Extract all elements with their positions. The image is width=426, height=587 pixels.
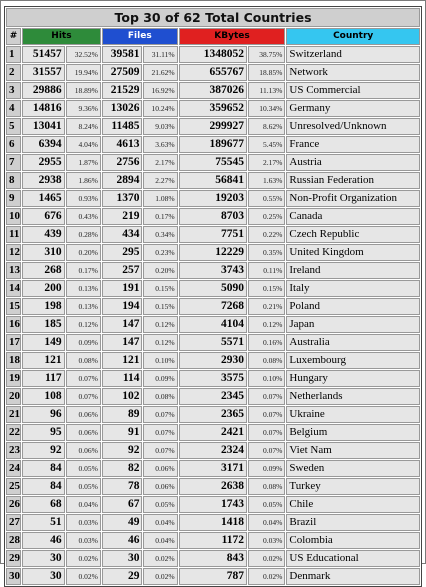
hits-percent-cell: 0.06% — [66, 406, 101, 423]
rank-cell: 22 — [6, 424, 21, 441]
files-cell: 46 — [102, 532, 143, 549]
files-percent-cell: 0.05% — [143, 496, 177, 513]
files-percent-cell: 2.27% — [143, 172, 177, 189]
kbytes-percent-cell: 0.22% — [248, 226, 285, 243]
table-row — [6, 550, 420, 567]
rank-cell: 3 — [6, 82, 21, 99]
files-percent-cell: 0.02% — [143, 550, 177, 567]
hits-cell: 198 — [22, 298, 65, 315]
country-cell: Turkey — [286, 478, 420, 495]
kbytes-percent-cell: 0.05% — [248, 496, 285, 513]
table-row — [6, 496, 420, 513]
table-row — [6, 334, 420, 351]
kbytes-percent-cell: 0.11% — [248, 262, 285, 279]
country-cell: Netherlands — [286, 388, 420, 405]
hits-percent-cell: 1.86% — [66, 172, 101, 189]
table-row — [6, 244, 420, 261]
files-cell: 434 — [102, 226, 143, 243]
table-row — [6, 568, 420, 585]
files-cell: 2756 — [102, 154, 143, 171]
country-header: Country — [286, 28, 420, 45]
table-row — [6, 154, 420, 171]
kbytes-percent-cell: 1.63% — [248, 172, 285, 189]
hits-header: Hits — [22, 28, 101, 45]
rank-cell: 10 — [6, 208, 21, 225]
files-cell: 295 — [102, 244, 143, 261]
hits-cell: 149 — [22, 334, 65, 351]
country-cell: Sweden — [286, 460, 420, 477]
rank-header: # — [6, 28, 21, 45]
kbytes-percent-cell: 0.03% — [248, 532, 285, 549]
rank-cell: 29 — [6, 550, 21, 567]
kbytes-cell: 7751 — [179, 226, 247, 243]
hits-percent-cell: 32.52% — [66, 46, 101, 63]
hits-percent-cell: 0.20% — [66, 244, 101, 261]
files-cell: 13026 — [102, 100, 143, 117]
kbytes-percent-cell: 0.21% — [248, 298, 285, 315]
hits-percent-cell: 0.06% — [66, 442, 101, 459]
hits-percent-cell: 0.93% — [66, 190, 101, 207]
files-percent-cell: 2.17% — [143, 154, 177, 171]
table-row — [6, 478, 420, 495]
table-row — [6, 424, 420, 441]
kbytes-cell: 3171 — [179, 460, 247, 477]
country-cell: Russian Federation — [286, 172, 420, 189]
hits-cell: 6394 — [22, 136, 65, 153]
files-cell: 82 — [102, 460, 143, 477]
hits-percent-cell: 0.09% — [66, 334, 101, 351]
hits-cell: 2955 — [22, 154, 65, 171]
hits-percent-cell: 9.36% — [66, 100, 101, 117]
hits-percent-cell: 1.87% — [66, 154, 101, 171]
table-title: Top 30 of 62 Total Countries — [6, 8, 420, 27]
country-cell: Italy — [286, 280, 420, 297]
kbytes-percent-cell: 0.08% — [248, 478, 285, 495]
rank-cell: 17 — [6, 334, 21, 351]
rank-cell: 16 — [6, 316, 21, 333]
files-percent-cell: 0.12% — [143, 316, 177, 333]
files-percent-cell: 0.07% — [143, 406, 177, 423]
hits-cell: 84 — [22, 460, 65, 477]
files-cell: 102 — [102, 388, 143, 405]
hits-cell: 14816 — [22, 100, 65, 117]
kbytes-cell: 1172 — [179, 532, 247, 549]
rank-cell: 30 — [6, 568, 21, 585]
kbytes-cell: 2365 — [179, 406, 247, 423]
files-percent-cell: 0.09% — [143, 370, 177, 387]
country-cell: United Kingdom — [286, 244, 420, 261]
hits-percent-cell: 0.43% — [66, 208, 101, 225]
rank-cell: 2 — [6, 64, 21, 81]
rank-cell: 12 — [6, 244, 21, 261]
title-row — [6, 8, 420, 27]
kbytes-cell: 75545 — [179, 154, 247, 171]
kbytes-percent-cell: 0.55% — [248, 190, 285, 207]
country-cell: Denmark — [286, 568, 420, 585]
rank-cell: 20 — [6, 388, 21, 405]
country-cell: Network — [286, 64, 420, 81]
header-row — [6, 28, 420, 45]
files-percent-cell: 0.02% — [143, 568, 177, 585]
kbytes-cell: 1348052 — [179, 46, 247, 63]
kbytes-cell: 12229 — [179, 244, 247, 261]
files-cell: 92 — [102, 442, 143, 459]
hits-cell: 96 — [22, 406, 65, 423]
country-cell: Belgium — [286, 424, 420, 441]
rank-cell: 6 — [6, 136, 21, 153]
table-row — [6, 136, 420, 153]
rank-cell: 21 — [6, 406, 21, 423]
rank-cell: 23 — [6, 442, 21, 459]
hits-cell: 68 — [22, 496, 65, 513]
table-row — [6, 532, 420, 549]
hits-percent-cell: 0.07% — [66, 370, 101, 387]
hits-cell: 1465 — [22, 190, 65, 207]
hits-cell: 121 — [22, 352, 65, 369]
files-percent-cell: 0.20% — [143, 262, 177, 279]
table-row — [6, 370, 420, 387]
files-cell: 30 — [102, 550, 143, 567]
table-row — [6, 226, 420, 243]
files-cell: 219 — [102, 208, 143, 225]
hits-cell: 92 — [22, 442, 65, 459]
hits-percent-cell: 18.89% — [66, 82, 101, 99]
files-percent-cell: 0.34% — [143, 226, 177, 243]
table-row — [6, 190, 420, 207]
hits-cell: 676 — [22, 208, 65, 225]
files-cell: 191 — [102, 280, 143, 297]
hits-percent-cell: 0.13% — [66, 280, 101, 297]
country-cell: Australia — [286, 334, 420, 351]
hits-percent-cell: 0.12% — [66, 316, 101, 333]
rank-cell: 8 — [6, 172, 21, 189]
hits-cell: 30 — [22, 550, 65, 567]
kbytes-percent-cell: 0.07% — [248, 424, 285, 441]
country-cell: Austria — [286, 154, 420, 171]
files-percent-cell: 0.15% — [143, 280, 177, 297]
kbytes-cell: 2324 — [179, 442, 247, 459]
country-cell: Luxembourg — [286, 352, 420, 369]
table-row — [6, 460, 420, 477]
hits-cell: 51457 — [22, 46, 65, 63]
country-cell: US Commercial — [286, 82, 420, 99]
kbytes-cell: 56841 — [179, 172, 247, 189]
kbytes-percent-cell: 0.07% — [248, 406, 285, 423]
kbytes-cell: 7268 — [179, 298, 247, 315]
country-cell: France — [286, 136, 420, 153]
files-cell: 257 — [102, 262, 143, 279]
country-cell: Viet Nam — [286, 442, 420, 459]
rank-cell: 7 — [6, 154, 21, 171]
files-cell: 194 — [102, 298, 143, 315]
rank-cell: 14 — [6, 280, 21, 297]
hits-cell: 13041 — [22, 118, 65, 135]
kbytes-cell: 359652 — [179, 100, 247, 117]
table-row — [6, 352, 420, 369]
files-percent-cell: 21.62% — [143, 64, 177, 81]
rank-cell: 5 — [6, 118, 21, 135]
hits-cell: 439 — [22, 226, 65, 243]
hits-percent-cell: 0.07% — [66, 388, 101, 405]
files-percent-cell: 0.07% — [143, 424, 177, 441]
rank-cell: 11 — [6, 226, 21, 243]
hits-percent-cell: 0.17% — [66, 262, 101, 279]
country-cell: Hungary — [286, 370, 420, 387]
country-cell: Colombia — [286, 532, 420, 549]
files-percent-cell: 3.63% — [143, 136, 177, 153]
hits-cell: 46 — [22, 532, 65, 549]
files-percent-cell: 0.23% — [143, 244, 177, 261]
files-percent-cell: 16.92% — [143, 82, 177, 99]
files-cell: 147 — [102, 316, 143, 333]
kbytes-cell: 19203 — [179, 190, 247, 207]
table-row — [6, 82, 420, 99]
table-row — [6, 316, 420, 333]
country-cell: Canada — [286, 208, 420, 225]
kbytes-cell: 3743 — [179, 262, 247, 279]
table-row — [6, 280, 420, 297]
kbytes-cell: 5571 — [179, 334, 247, 351]
files-cell: 49 — [102, 514, 143, 531]
table-row — [6, 208, 420, 225]
kbytes-cell: 2345 — [179, 388, 247, 405]
files-percent-cell: 0.07% — [143, 442, 177, 459]
country-cell: Switzerland — [286, 46, 420, 63]
files-percent-cell: 0.06% — [143, 460, 177, 477]
rank-cell: 18 — [6, 352, 21, 369]
hits-cell: 30 — [22, 568, 65, 585]
kbytes-percent-cell: 0.25% — [248, 208, 285, 225]
kbytes-cell: 787 — [179, 568, 247, 585]
kbytes-percent-cell: 0.02% — [248, 568, 285, 585]
kbytes-cell: 2638 — [179, 478, 247, 495]
country-cell: Ireland — [286, 262, 420, 279]
country-cell: Brazil — [286, 514, 420, 531]
hits-percent-cell: 0.04% — [66, 496, 101, 513]
kbytes-cell: 387026 — [179, 82, 247, 99]
country-cell: Chile — [286, 496, 420, 513]
files-cell: 121 — [102, 352, 143, 369]
files-percent-cell: 10.24% — [143, 100, 177, 117]
hits-cell: 185 — [22, 316, 65, 333]
hits-cell: 2938 — [22, 172, 65, 189]
kbytes-percent-cell: 0.04% — [248, 514, 285, 531]
hits-percent-cell: 0.03% — [66, 514, 101, 531]
files-percent-cell: 9.03% — [143, 118, 177, 135]
kbytes-percent-cell: 0.08% — [248, 352, 285, 369]
kbytes-percent-cell: 8.62% — [248, 118, 285, 135]
country-cell: Ukraine — [286, 406, 420, 423]
hits-percent-cell: 0.02% — [66, 568, 101, 585]
files-cell: 1370 — [102, 190, 143, 207]
hits-percent-cell: 0.08% — [66, 352, 101, 369]
kbytes-percent-cell: 38.75% — [248, 46, 285, 63]
files-cell: 78 — [102, 478, 143, 495]
kbytes-cell: 655767 — [179, 64, 247, 81]
files-percent-cell: 0.10% — [143, 352, 177, 369]
kbytes-cell: 8703 — [179, 208, 247, 225]
files-cell: 91 — [102, 424, 143, 441]
kbytes-percent-cell: 0.12% — [248, 316, 285, 333]
hits-percent-cell: 8.24% — [66, 118, 101, 135]
files-percent-cell: 0.12% — [143, 334, 177, 351]
table-row — [6, 514, 420, 531]
kbytes-percent-cell: 0.07% — [248, 442, 285, 459]
hits-cell: 84 — [22, 478, 65, 495]
kbytes-cell: 2421 — [179, 424, 247, 441]
kbytes-percent-cell: 0.15% — [248, 280, 285, 297]
hits-cell: 108 — [22, 388, 65, 405]
rank-cell: 27 — [6, 514, 21, 531]
hits-percent-cell: 0.03% — [66, 532, 101, 549]
country-cell: Czech Republic — [286, 226, 420, 243]
files-cell: 147 — [102, 334, 143, 351]
table-row — [6, 442, 420, 459]
files-percent-cell: 0.17% — [143, 208, 177, 225]
kbytes-percent-cell: 0.09% — [248, 460, 285, 477]
table-row — [6, 298, 420, 315]
country-cell: Japan — [286, 316, 420, 333]
rank-cell: 19 — [6, 370, 21, 387]
table-row — [6, 46, 420, 63]
rank-cell: 15 — [6, 298, 21, 315]
files-percent-cell: 1.08% — [143, 190, 177, 207]
kbytes-cell: 189677 — [179, 136, 247, 153]
country-cell: Germany — [286, 100, 420, 117]
countries-table — [4, 6, 422, 587]
hits-cell: 31557 — [22, 64, 65, 81]
country-cell: Unresolved/Unknown — [286, 118, 420, 135]
files-cell: 11485 — [102, 118, 143, 135]
files-percent-cell: 0.06% — [143, 478, 177, 495]
files-percent-cell: 0.08% — [143, 388, 177, 405]
files-cell: 2894 — [102, 172, 143, 189]
country-cell: Poland — [286, 298, 420, 315]
hits-cell: 268 — [22, 262, 65, 279]
table-body — [6, 46, 420, 585]
rank-cell: 28 — [6, 532, 21, 549]
files-cell: 67 — [102, 496, 143, 513]
files-header: Files — [102, 28, 178, 45]
kbytes-percent-cell: 0.16% — [248, 334, 285, 351]
table-row — [6, 64, 420, 81]
files-percent-cell: 0.15% — [143, 298, 177, 315]
files-cell: 29 — [102, 568, 143, 585]
hits-percent-cell: 0.05% — [66, 478, 101, 495]
hits-cell: 200 — [22, 280, 65, 297]
kbytes-cell: 1743 — [179, 496, 247, 513]
files-cell: 89 — [102, 406, 143, 423]
kbytes-cell: 4104 — [179, 316, 247, 333]
kbytes-cell: 5090 — [179, 280, 247, 297]
hits-percent-cell: 19.94% — [66, 64, 101, 81]
kbytes-percent-cell: 18.85% — [248, 64, 285, 81]
files-cell: 4613 — [102, 136, 143, 153]
kbytes-percent-cell: 0.07% — [248, 388, 285, 405]
table-row — [6, 118, 420, 135]
hits-cell: 95 — [22, 424, 65, 441]
kbytes-cell: 843 — [179, 550, 247, 567]
hits-percent-cell: 0.13% — [66, 298, 101, 315]
hits-percent-cell: 0.05% — [66, 460, 101, 477]
table-row — [6, 406, 420, 423]
kbytes-cell: 2930 — [179, 352, 247, 369]
kbytes-percent-cell: 5.45% — [248, 136, 285, 153]
table-row — [6, 388, 420, 405]
rank-cell: 26 — [6, 496, 21, 513]
rank-cell: 25 — [6, 478, 21, 495]
country-cell: Non-Profit Organization — [286, 190, 420, 207]
kbytes-percent-cell: 10.34% — [248, 100, 285, 117]
hits-percent-cell: 0.02% — [66, 550, 101, 567]
table-row — [6, 100, 420, 117]
hits-percent-cell: 0.06% — [66, 424, 101, 441]
files-cell: 21529 — [102, 82, 143, 99]
files-cell: 114 — [102, 370, 143, 387]
kbytes-header: KBytes — [179, 28, 286, 45]
kbytes-percent-cell: 0.35% — [248, 244, 285, 261]
hits-cell: 310 — [22, 244, 65, 261]
rank-cell: 1 — [6, 46, 21, 63]
kbytes-cell: 3575 — [179, 370, 247, 387]
rank-cell: 13 — [6, 262, 21, 279]
hits-cell: 29886 — [22, 82, 65, 99]
kbytes-percent-cell: 2.17% — [248, 154, 285, 171]
files-percent-cell: 31.11% — [143, 46, 177, 63]
files-cell: 39581 — [102, 46, 143, 63]
kbytes-percent-cell: 0.02% — [248, 550, 285, 567]
rank-cell: 4 — [6, 100, 21, 117]
kbytes-cell: 299927 — [179, 118, 247, 135]
kbytes-percent-cell: 11.13% — [248, 82, 285, 99]
files-percent-cell: 0.04% — [143, 514, 177, 531]
rank-cell: 9 — [6, 190, 21, 207]
kbytes-cell: 1418 — [179, 514, 247, 531]
hits-cell: 117 — [22, 370, 65, 387]
table-row — [6, 262, 420, 279]
kbytes-percent-cell: 0.10% — [248, 370, 285, 387]
hits-percent-cell: 0.28% — [66, 226, 101, 243]
hits-percent-cell: 4.04% — [66, 136, 101, 153]
files-cell: 27509 — [102, 64, 143, 81]
country-cell: US Educational — [286, 550, 420, 567]
hits-cell: 51 — [22, 514, 65, 531]
table-row — [6, 172, 420, 189]
rank-cell: 24 — [6, 460, 21, 477]
files-percent-cell: 0.04% — [143, 532, 177, 549]
